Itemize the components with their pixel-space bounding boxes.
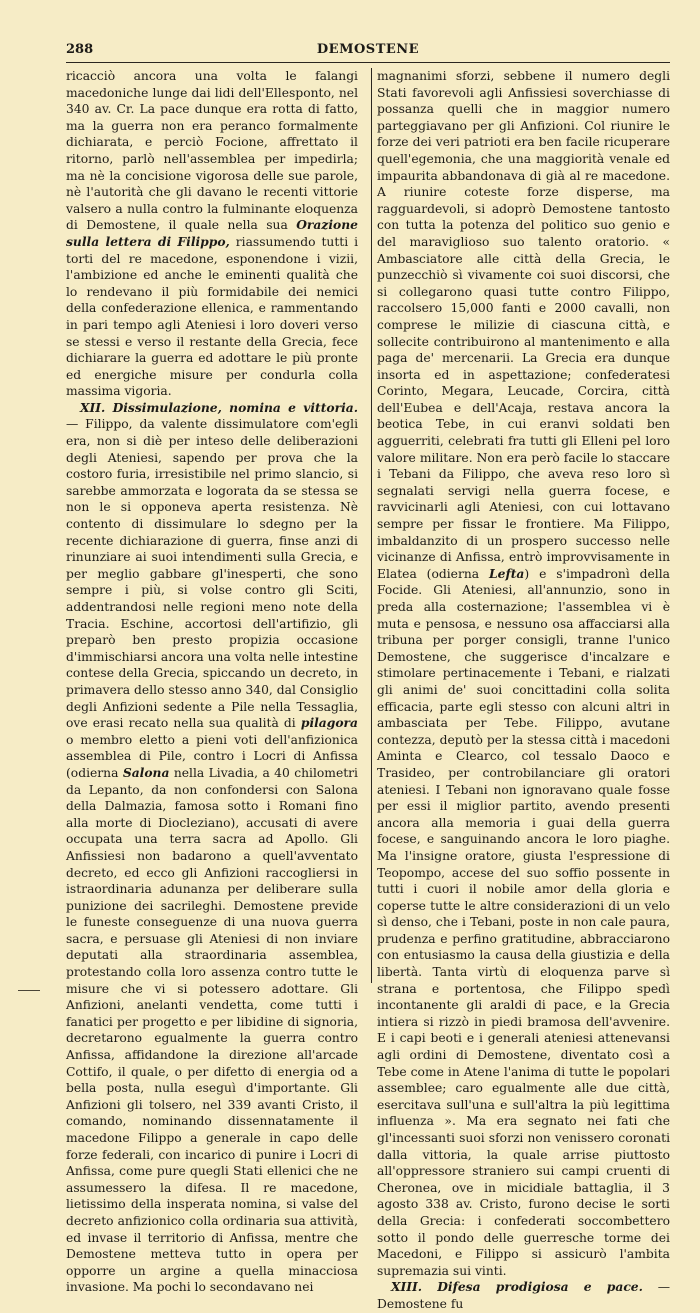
paragraph-text: magnanimi sforzi, sebbene il numero degli Stati favorevoli agli Anfissiesi soverchiasse di possanza quelli che in maggior numero parteggiavano per gli Anfizioni. Col riunire le forze dei veri patrioti era ben facile ricuperare quell'egemonia, che una maggiorità venale ed impaurita abbandonava di già al re macedone. A riunire coteste forze disperse, ma ragguardevoli, si adoprò Demostene tantosto con tutta la potenza del politico suo genio e del maraviglioso suo talento oratorio. « Ambasciatore alle città della Grecia, le punzecchiò sì vivamente coi suoi discorsi, che si collegarono quasi tutte contro Filippo, raccolsero 15,000 fanti e 2000 cavalli, non comprese le milizie di ciascuna città, e sollecite contribuirono al mantenimento e alla paga de' mercenarii. La Grecia era dunque insorta ed in aspettazione; confederatesi Corinto, Megara, Leucade, Corcira, città dell'Eubea e dell'Acaja, restava ancora la beotica Tebe, in cui eranvi soldati ben agguerriti, celebrati fra tutti gli Elleni pel loro valore militare. Non era però facile lo staccare i Tebani da Filippo, che aveva reso loro sì segnalati servigi nella guerra focese, e ravvicinarli agli Ateniesi, con cui lottavano sempre per fissar le frontiere. Ma Filippo, imbaldanzito di un prospero successo nelle vicinanze di Anfissa, entrò improvvisamente in Elatea (odierna [377,69,670,581]
margin-mark [18,990,40,991]
right-column [377,68,670,1313]
page-number: 288 [66,42,94,57]
paragraph-continuation [66,68,358,400]
oration-title: Orazione sulla lettera di Filippo, [66,217,358,249]
italic-term: pilagora [300,715,358,731]
paragraph-text: ricacciò ancora una volta le falangi macedoniche lunge dai lidi dell'Ellesponto, nel 340 av. Cr. La pace dunque era rotta di fatto, ma la guerra non era peranco formalmente dichiarata, e perciò Focione, affrettato il ritorno, parlò nell'assemblea per impedirla; ma nè la concisione vigorosa delle sue parole, nè l'autorità che gli davano le recenti vittorie valsero a nulla contro la fulminante eloquenza di Demostene, il quale nella sua [66,69,358,233]
italic-term: Lefta [488,565,525,581]
paragraph-text: — Filippo, da valente dissimulatore com'egli era, non si diè per inteso delle deliberazioni degli Ateniesi, sapendo per prova che la costoro furia, irresistibile nel primo slancio, si sarebbe ammorzata e logorata da se stessa se non le si opponeva aperta resistenza. Nè contento di dissimulare lo sdegno per la recente dichiarazione di guerra, finse anzi di rinunziare ai suoi intendimenti sulla Grecia, e per meglio gabbare gl'inesperti, che sono sempre i più, si volse contro gli Sciti, addentrandosi nelle regioni meno note della Tracia. Eschine, accortosi dell'artifizio, gli preparò ben presto propizia occasione d'immischiarsi ancora una volta nelle intestine contese della Grecia, spiccando un decreto, in primavera dello stesso anno 340, dal Consiglio degli Anfizioni sedente a Pile nella Tessaglia, ove erasi recato nella sua qualità di [66,417,358,731]
page-header [66,40,670,60]
section-xii-paragraph [66,400,358,1296]
paragraph-text: ) e s'impadronì della Focide. Gli Ateniesi, all'annunzio, sono in preda alla costernazione; l'assemblea vi è muta e pensosa, e nessuno osa affacciarsi alla tribuna per porger consigli, tranne l'unico Demostene, che suggerisce d'incalzare e stimolare pertinacemente i Tebani, e rialzati gli animi de' suoi concittadini colla solita efficacia, parte egli stesso con alcuni altri in ambasciata per Tebe. Filippo, avutane contezza, deputò per la stessa città i macedoni Aminta e Clearco, col tessalo Daoco e Trasideo, per controbilanciare gli oratori ateniesi. I Tebani non ignoravano quale fosse per essi il miglior partito, avendo presenti ancora alla memoria i guai della guerra focese, e sanguinando ancora le loro piaghe. Ma l'insigne oratore, giusta l'espressione di Teopompo, accese del suo soffio possente in tutti i cuori il nobile amor della gloria e coperse tutte le altre considerazioni di un velo sì denso, che i Tebani, poste in non cale paura, prudenza e perfino gratitudine, abbracciarono con entusiasmo la causa della giustizia e della libertà. Tanta virtù di eloquenza parve sì strana e portentosa, che Filippo spedì incontanente gli araldi di pace, e la Grecia intiera si rizzò in piedi bramosa dell'avvenire. E i capi beoti e i generali ateniesi attenevansi agli ordini di Demostene, diventato così a Tebe come in Atene l'anima di tutte le popolari assemblee; caro egualmente alle due città, esercitava sull'una e sull'altra la più legittima influenza ». Ma era segnato nei fati che gl'incessanti suoi sforzi non venissero coronati dalla vittoria, la quale arrise piuttosto all'oppressore straniero sui campi cruenti di Cheronea, ove in micidiale battaglia, il 3 agosto 338 av. Cristo, furono decise le sorti della Grecia: i confederati soccombettero sotto il pondo delle guerresche torme dei Macedoni, e Filippo si assicurò l'ambita supremazia sui vinti. [377,566,670,1278]
column-divider [371,68,372,983]
paragraph-text: o membro eletto a pieni voti dell'anfizionica assemblea di Pile, contro i Locri di Anfissa (odierna [66,732,358,780]
section-heading: XII. Dissimulazione, nomina e vittoria. [80,399,358,415]
running-title: DEMOSTENE [316,42,420,57]
left-column [66,68,358,1296]
header-rule [66,62,670,63]
paragraph-text: nella Livadia, a 40 chilometri da Lepanto, da non confondersi con Salona della Dalmazia, famosa sotto i Romani fino alla morte di Diocleziano), accusati di avere occupata una terra sacra ad Apollo. Gli Anfissiesi non badarono a quell'avventato decreto, ed ecco gli Anfizioni raccogliersi in istraordinaria adunanza per deliberare sulla punizione dei sacrileghi. Demostene previde le funeste conseguenze di una nuova guerra sacra, e persuase gli Ateniesi di non inviare deputati alla straordinaria assemblea, protestando colla loro assenza contro tutte le misure che vi si potessero adottare. Gli Anfizioni, anelanti vendetta, come tutti i fanatici per progetto e per libidine di signoria, decretarono egualmente la guerra contro Anfissa, affidandone la direzione all'arcade Cottifo, il quale, o per difetto di energia od a bella posta, nulla eseguì d'importante. Gli Anfizioni gli tolsero, nel 339 avanti Cristo, il comando, nominando dissennatamente il macedone Filippo a generale in capo delle forze federali, con incarico di punire i Locri di Anfissa, come pure quegli Stati ellenici che ne assumessero la difesa. Il re macedone, lietissimo della insperata nomina, si valse del decreto anfizionico colla ordinaria sua attività, ed invase il territorio di Anfissa, mentre che Demostene metteva tutto in opera per opporre un argine a quella minacciosa invasione. Ma pochi lo secondavano nei [66,765,358,1295]
paragraph-text: riassumendo tutti i torti del re macedone, esponendone i vizii, l'ambizione ed anche le eminenti qualità che lo rendevano il più formidabile dei nemici della confederazione ellenica, e rammentando in pari tempo agli Ateniesi i loro doveri verso se stessi e verso il restante della Grecia, fece dichiarare la guerra ed adottare le più pronte ed energiche misure per condurla colla massima vigoria. [66,234,358,399]
section-heading: XIII. Difesa prodigiosa e pace. [391,1279,643,1295]
section-xiii-paragraph [377,1279,670,1312]
paragraph-continuation [377,68,670,1279]
italic-term: Salona [122,764,170,780]
paragraph-text: — Demostene fu [377,1280,670,1311]
